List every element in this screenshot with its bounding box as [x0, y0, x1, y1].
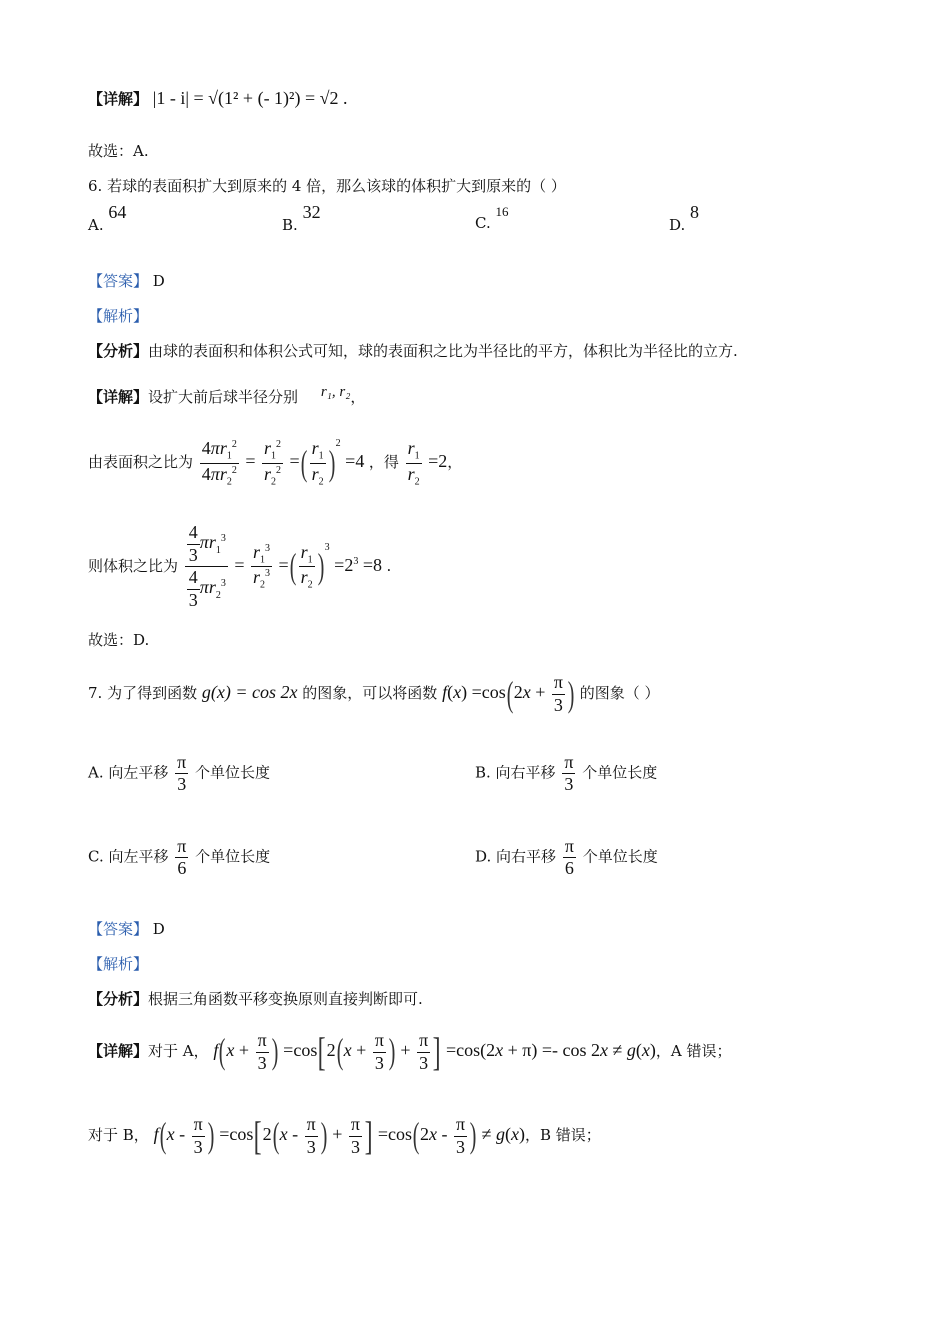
q7-answer: D [152, 920, 165, 938]
q6-detail-vars: r₁, r₂ [320, 384, 351, 400]
q6-surface-formula: $\frac{4\pi r_1^2}{4\pi r_2^2}$ = $\frac{r_1^2}{r_2^2}$ =( $\frac{r_1}{r_2}$ )$^2$ =4 [201, 438, 369, 488]
q6-volume-line: 则体积之比为 $\frac{4}{3}$ $\pi r_1^3$ $\frac{4}{3}$ $\pi r_2^3$ = $\frac{r_1^3}{r_2^3}$ =( $\frac{r_1}{r_2}$ )$^3 =2^3 =8$ . [88, 522, 392, 610]
q7-option-b: B. 向右平移 $\frac{\pi}{3}$ 个单位长度 [475, 752, 658, 794]
q7-formula-b: f(x - $\frac{\pi}{3}$ ) =cos[2(x - $\frac{\pi}{3}$ ) + $\frac{\pi}{3}$ ] =cos(2x - $\frac{\pi}{3}$ ) ≠ g(x) [153, 1113, 525, 1158]
q6-surface-line: 由表面积之比为 $\frac{4\pi r_1^2}{4\pi r_2^2}$ = $\frac{r_1^2}{r_2^2}$ =( $\frac{r_1}{r_2}$ )$^2$ =4 ，得 $\frac{r_1}{r_2}$ =2， [88, 438, 463, 488]
q7-answer-line: 【答案】 D [88, 920, 165, 938]
q7-fenxi: 根据三角函数平移变换原则直接判断即可. [148, 990, 423, 1008]
q7-stem-g: g(x) = cos 2x [201, 682, 298, 703]
q6-surface-prefix: 由表面积之比为 [88, 453, 194, 472]
detail-tag: 【详解】 [88, 90, 149, 108]
q6-option-b: B. 32 [282, 202, 321, 234]
q7-fenxi-line: 【分析】根据三角函数平移变换原则直接判断即可. [88, 990, 423, 1008]
q6-fenxi-line: 【分析】由球的表面积和体积公式可知，球的表面积之比为半径比的平方，体积比为半径比的立方. [88, 342, 738, 360]
q6-analysis-tag: 【解析】 [88, 307, 149, 325]
q5-conclusion: 故选：A. [88, 142, 149, 160]
q7-analysis-tag: 【解析】 [88, 955, 149, 973]
q6-volume-formula: $\frac{4}{3}$ $\pi r_1^3$ $\frac{4}{3}$ $\pi r_2^3$ = $\frac{r_1^3}{r_2^3}$ =( $\frac{r_1}{r_2}$ )$^3 =2^3 =8$ [183, 555, 387, 575]
q7-option-c: C. 向左平移 $\frac{\pi}{6}$ 个单位长度 [88, 836, 271, 878]
q6-fenxi: 由球的表面积和体积公式可知，球的表面积之比为半径比的平方，体积比为半径比的立方. [148, 342, 738, 360]
q7-formula-a: f(x + $\frac{\pi}{3}$ ) =cos[2(x + $\frac{\pi}{3}$ ) + $\frac{\pi}{3}$ ] =cos(2x + π) =- cos 2x ≠ g(x) [213, 1029, 656, 1074]
q7-stem: 7. 为了得到函数 g(x) = cos 2x 的图象，可以将函数 f(x) =cos(2x + $\frac{\pi}{3}$ ) 的图象（ ） [88, 672, 660, 715]
q7-option-a: A. 向左平移 $\frac{\pi}{3}$ 个单位长度 [88, 752, 271, 794]
q6-conclusion: 故选：D. [88, 631, 150, 649]
q6-option-a: A. 64 [88, 202, 127, 234]
q6-detail-line: 【详解】设扩大前后球半径分别 r₁, r₂， [88, 384, 366, 406]
q6-option-d: D. 8 [669, 202, 700, 234]
q6-answer-line [88, 272, 165, 290]
q6-stem: 6. 若球的表面积扩大到原来的 4 倍，那么该球的体积扩大到原来的（ ） [88, 177, 566, 195]
q6-volume-prefix: 则体积之比为 [88, 556, 179, 575]
q5-detail-line [88, 88, 347, 110]
q6-option-c: C. 16 [475, 204, 509, 232]
q6-detail-intro: 设扩大前后球半径分别 [148, 388, 299, 406]
q7-detail-a: 【详解】对于 A， f(x + $\frac{\pi}{3}$ ) =cos[2(x + $\frac{\pi}{3}$ ) + $\frac{\pi}{3}$ ] =cos(2x + π) =- cos 2x ≠ g(x)，A 错误； [88, 1029, 732, 1074]
answer-tag: 【答案】 [88, 272, 149, 290]
q6-answer: D [152, 272, 165, 290]
q7-detail-b: 对于 B， f(x - $\frac{\pi}{3}$ ) =cos[2(x - $\frac{\pi}{3}$ ) + $\frac{\pi}{3}$ ] =cos(2x - $\frac{\pi}{3}$ ) ≠ g(x)，B 错误； [88, 1113, 601, 1158]
q7-stem-f: f(x) =cos(2x + $\frac{\pi}{3}$ ) [442, 672, 575, 715]
q5-detail-expr: |1 - i| = √(1² + (- 1)²) = √2 . [152, 88, 348, 108]
q7-option-d: D. 向右平移 $\frac{\pi}{6}$ 个单位长度 [475, 836, 658, 878]
